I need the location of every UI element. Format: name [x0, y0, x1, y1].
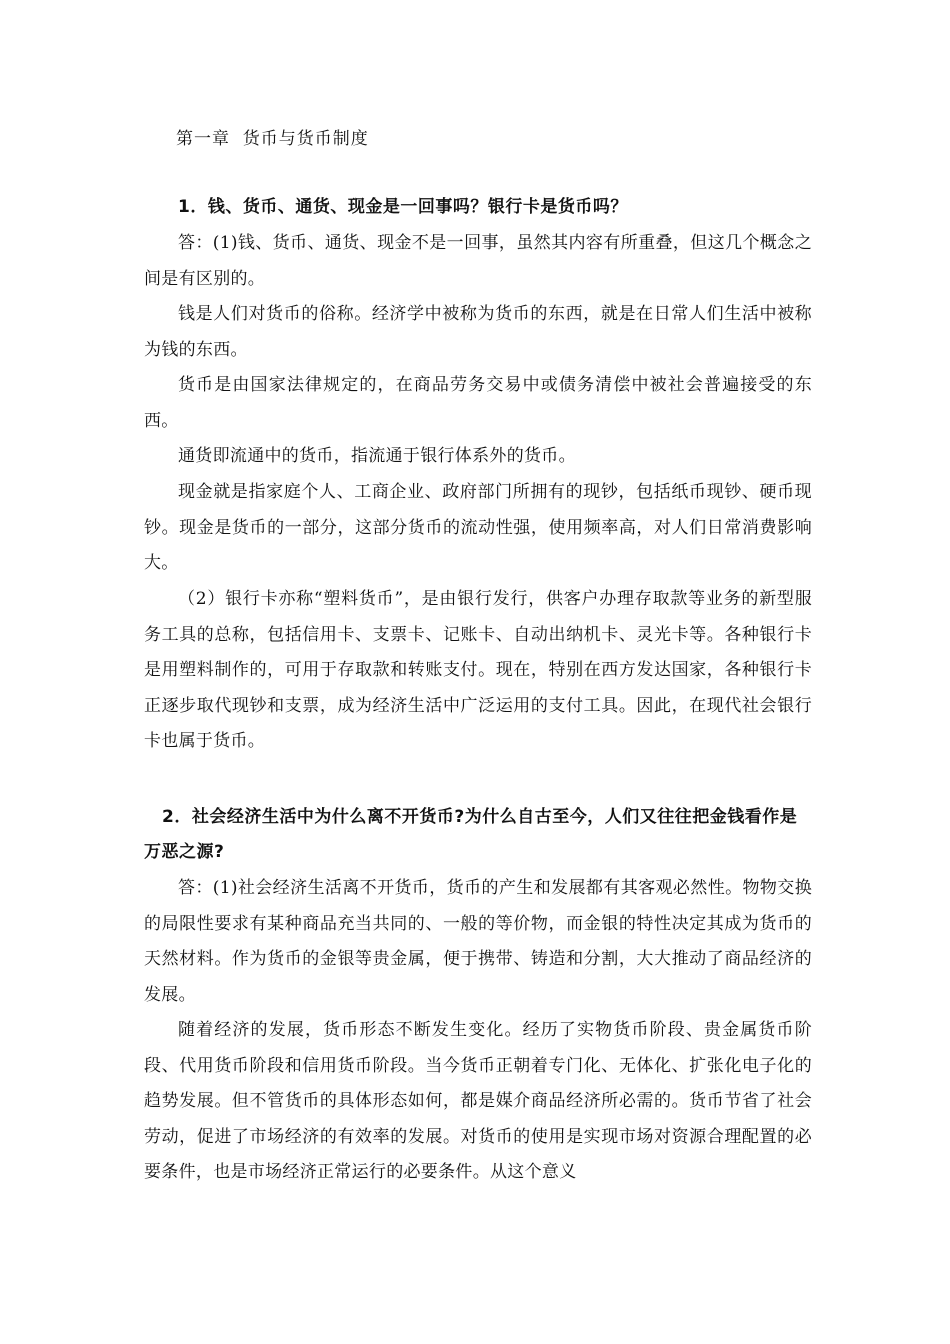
q1-answer-paragraph-1: 答：(1)钱、货币、通货、现金不是一回事，虽然其内容有所重叠，但这几个概念之间是有区别的。: [144, 233, 812, 289]
q1-answer-paragraph-3: 货币是由国家法律规定的，在商品劳务交易中或债务清偿中被社会普遍接受的东西。: [144, 375, 812, 431]
question-2-heading: 2．社会经济生活中为什么离不开货币?为什么自古至今，人们又往往把金钱看作是万恶之源?: [144, 807, 798, 862]
q1-answer-paragraph-4: 通货即流通中的货币，指流通于银行体系外的货币。: [178, 446, 576, 466]
chapter-title: 第一章 货币与货币制度: [176, 129, 369, 149]
q2-answer-paragraph-2: 随着经济的发展，货币形态不断发生变化。经历了实物货币阶段、贵金属货币阶段、代用货币阶段和信用货币阶段。当今货币正朝着专门化、无体化、扩张化电子化的趋势发展。但不管货币的具体形态如何，都是媒介商品经济所必需的。货币节省了社会劳动，促进了市场经济的有效率的发展。对货币的使用是实现市场对资源合理配置的必要条件，也是市场经济正常运行的必要条件。从这个意义: [144, 1020, 812, 1182]
q2-answer-paragraph-1: 答：(1)社会经济生活离不开货币，货币的产生和发展都有其客观必然性。物物交换的局限性要求有某种商品充当共同的、一般的等价物，而金银的特性决定其成为货币的天然材料。作为货币的金银等贵金属，便于携带、铸造和分割，大大推动了商品经济的发展。: [144, 878, 812, 1005]
q1-answer-paragraph-6: （2）银行卡亦称“塑料货币”，是由银行发行，供客户办理存取款等业务的新型服务工具的总称，包括信用卡、支票卡、记账卡、自动出纳机卡、灵光卡等。各种银行卡是用塑料制作的，可用于存取款和转账支付。现在，特别在西方发达国家，各种银行卡正逐步取代现钞和支票，成为经济生活中广泛运用的支付工具。因此，在现代社会银行卡也属于货币。: [144, 589, 812, 751]
q1-answer-paragraph-2: 钱是人们对货币的俗称。经济学中被称为货币的东西，就是在日常人们生活中被称为钱的东西。: [144, 304, 812, 360]
question-1-heading: 1．钱、货币、通货、现金是一回事吗？银行卡是货币吗？: [178, 197, 628, 217]
q1-answer-paragraph-5: 现金就是指家庭个人、工商企业、政府部门所拥有的现钞，包括纸币现钞、硬币现钞。现金是货币的一部分，这部分货币的流动性强，使用频率高，对人们日常消费影响大。: [144, 482, 812, 573]
